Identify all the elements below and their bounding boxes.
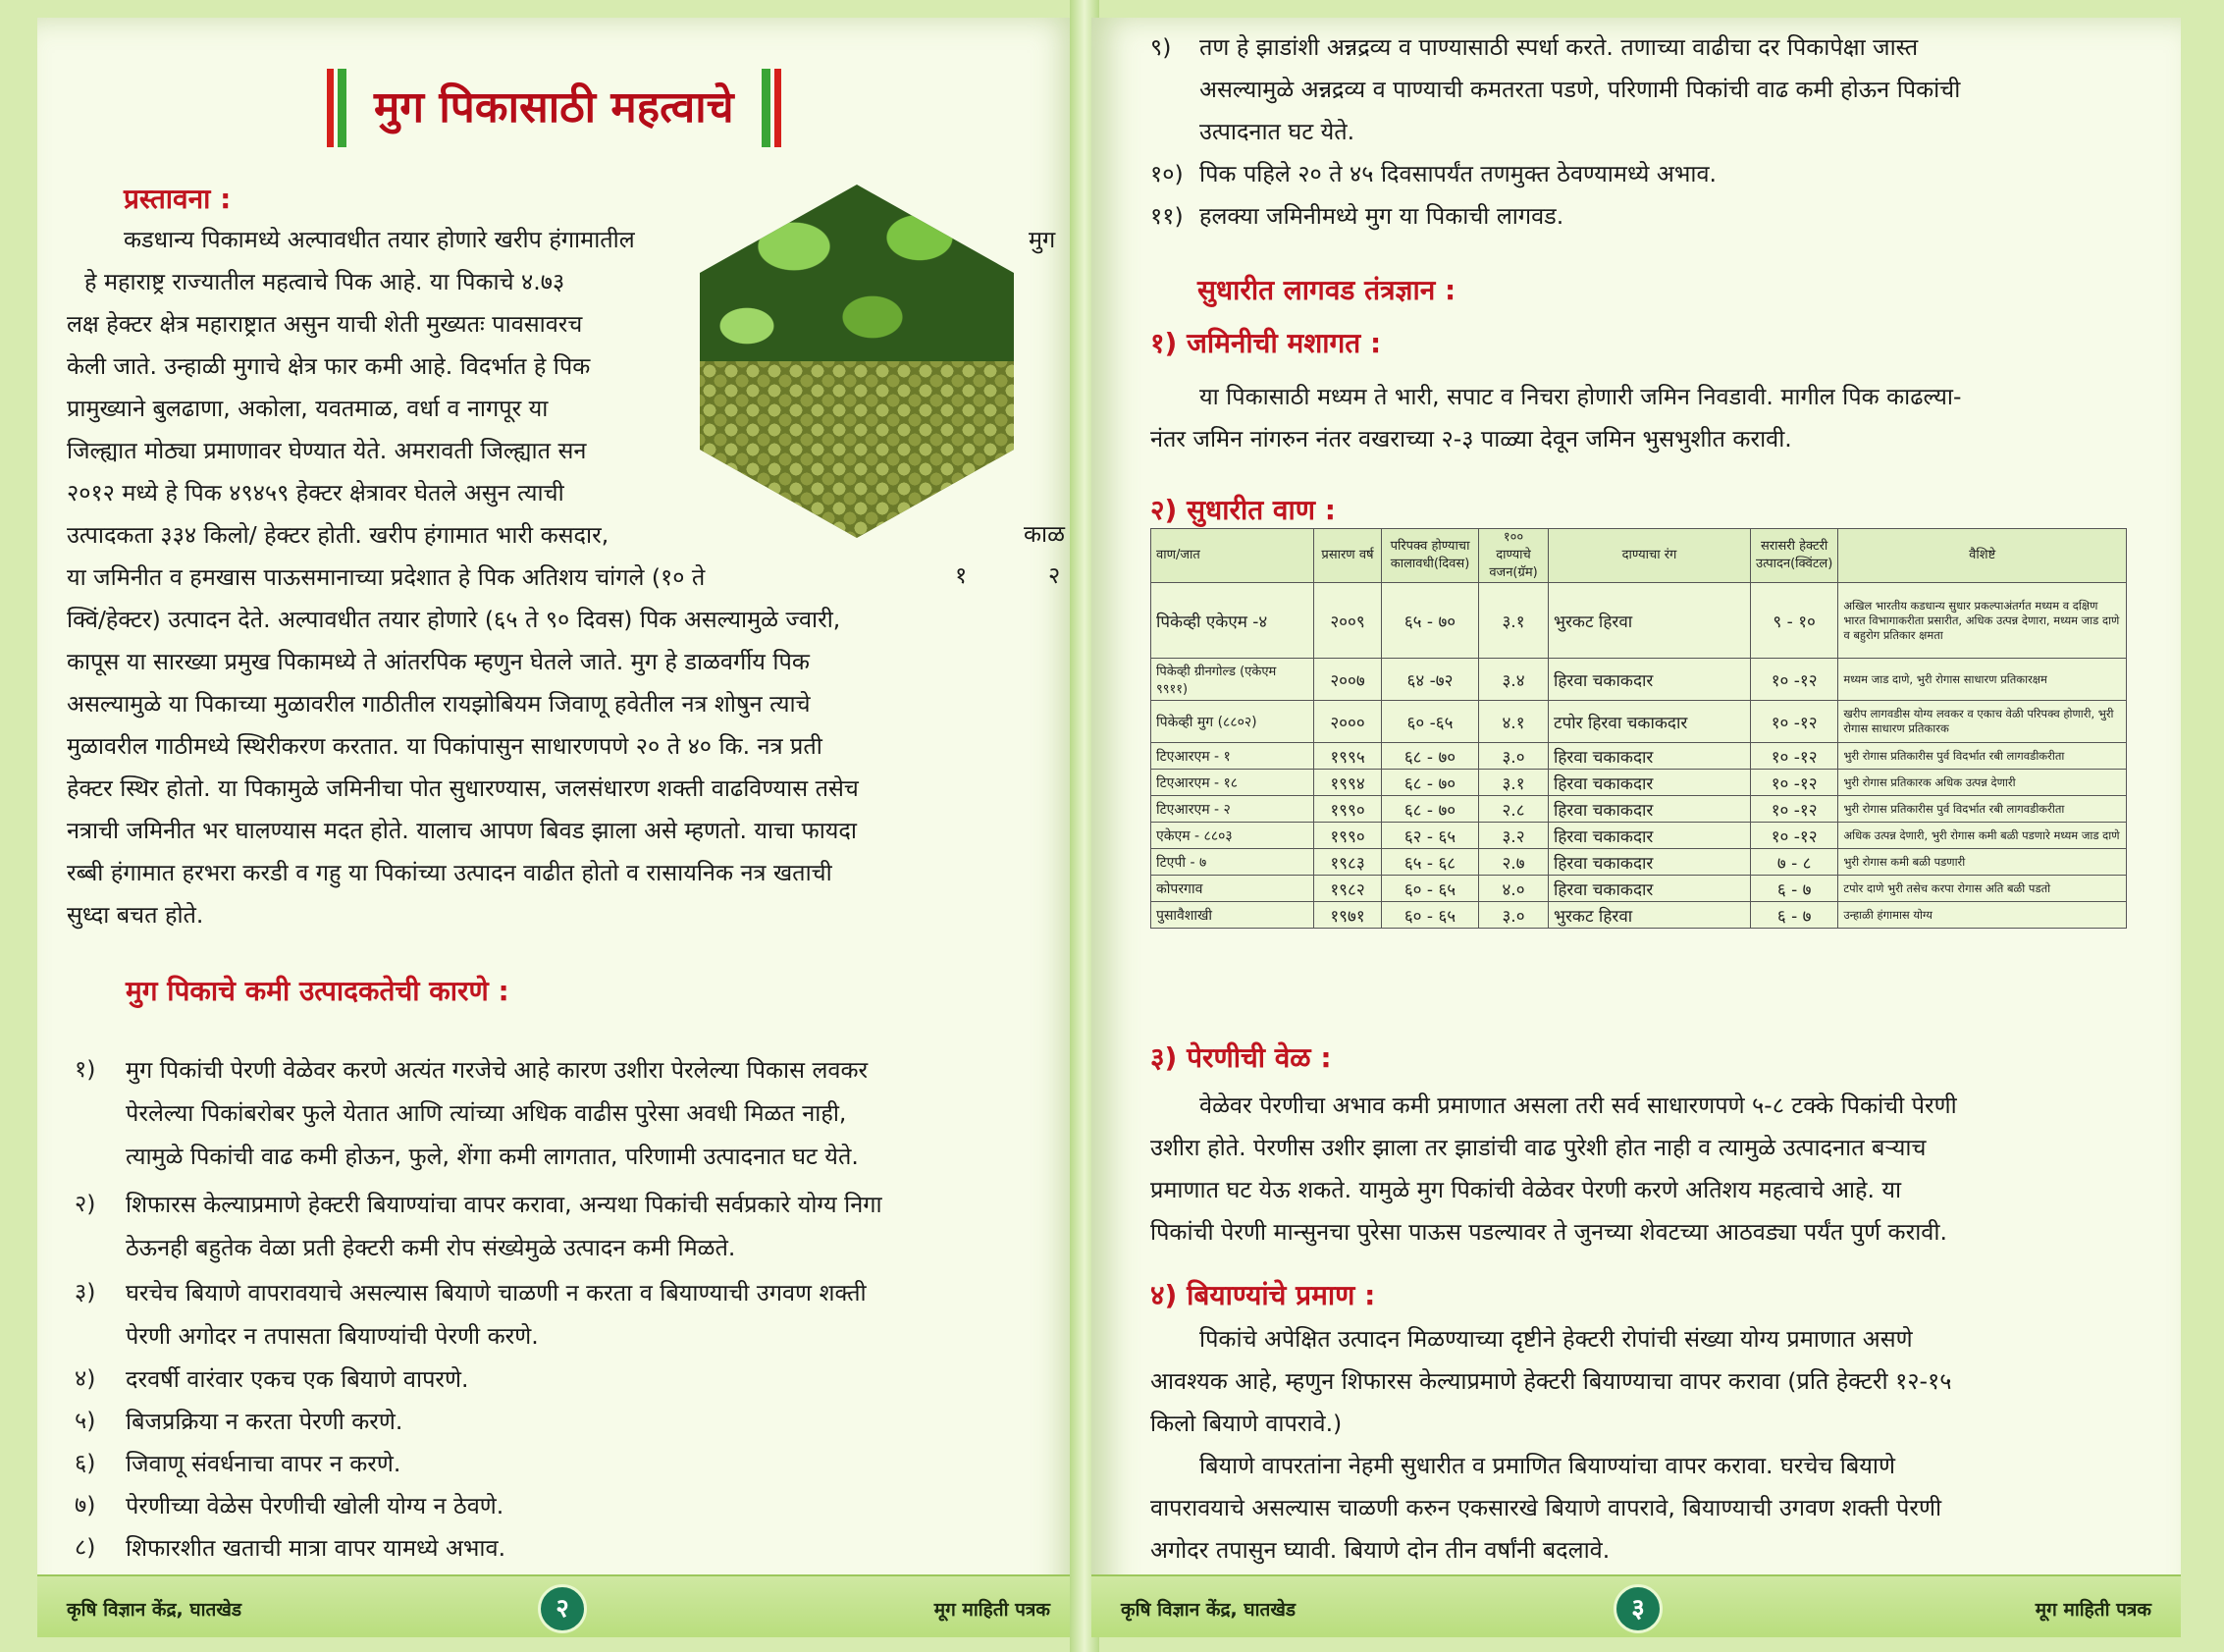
mung-seeds-image (700, 361, 1014, 538)
left-page (37, 18, 1080, 1637)
intro-line: हेक्टर स्थिर होतो. या पिकामुळे जमिनीचा पोत सुधारण्यास, जलसंधारण शक्ती वाढविण्यास तसेच (67, 774, 859, 802)
release-year: १९९५ (1314, 743, 1382, 770)
cause-number: ५) (75, 1407, 96, 1434)
section4-line: वापरावयाचे असल्यास चाळणी करुन एकसारखे बियाणे वापरावे, बियाण्याची उगवण शक्ती पेरणी (1150, 1494, 1942, 1521)
item-line: उत्पादनात घट येते. (1199, 118, 1355, 145)
image-caption-n2: २ (1048, 561, 1061, 589)
table-header-row (1151, 529, 2127, 583)
variety-name: पिकेव्ही ग्रीनगोल्ड (एकेएम ९९११) (1151, 659, 1314, 701)
maturity-days: ६४ -७२ (1382, 659, 1479, 701)
seed-weight: ३.० (1479, 902, 1549, 929)
cause-number: ८) (75, 1533, 96, 1561)
causes-heading: मुग पिकाचे कमी उत्पादकतेची कारणे : (126, 975, 509, 1007)
maturity-days: ६० - ६५ (1382, 876, 1479, 902)
table-row (1151, 770, 2127, 796)
intro-line: नत्राची जमिनीत भर घालण्यास मदत होते. यालाच आपण बिवड झाला असे म्हणतो. याचा फायदा (67, 817, 857, 844)
variety-name: टिएआरएम - १८ (1151, 770, 1314, 796)
variety-name: टिएआरएम - १ (1151, 743, 1314, 770)
grain-color: भुरकट हिरवा (1549, 902, 1751, 929)
section3-line: उशीरा होते. पेरणीस उशीर झाला तर झाडांची वाढ पुरेशी होत नाही व त्यामुळे उत्पादनात बऱ्याच (1150, 1134, 1927, 1161)
footer-org: कृषि विज्ञान केंद्र, घातखेड (67, 1599, 242, 1621)
grain-color: टपोर हिरवा चकाकदार (1549, 701, 1751, 743)
section4-line: पिकांचे अपेक्षित उत्पादन मिळण्याच्या दृष्टीने हेक्टरी रोपांची संख्या योग्य प्रमाणात असणे (1199, 1325, 1913, 1353)
section3-line: पिकांची पेरणी मान्सुनचा पुरेसा पाऊस पडल्यावर ते जुनच्या शेवटच्या आठवड्या पर्यंत पुर्ण करावी. (1150, 1218, 1947, 1246)
variety-features: खरीप लागवडीस योग्य लवकर व एकाच वेळी परिपक्व होणारी, भुरी रोगास साधारण प्रतिकारक (1838, 701, 2127, 743)
column-header: १०० दाण्याचे वजन(ग्रॅम) (1479, 529, 1549, 583)
variety-features: अधिक उत्पन्न देणारी, भुरी रोगास कमी बळी पडणारे मध्यम जाड दाणे (1838, 823, 2127, 849)
variety-features: भुरी रोगास प्रतिकारक अधिक उत्पन्न देणारी (1838, 770, 2127, 796)
intro-line: सुध्दा बचत होते. (67, 901, 204, 929)
intro-line: उत्पादकता ३३४ किलो/ हेक्टर होती. खरीप हंगामात भारी कसदार, (67, 521, 609, 549)
intro-line: केली जाते. उन्हाळी मुगाचे क्षेत्र फार कमी आहे. विदर्भात हे पिक (67, 352, 591, 380)
table-row (1151, 743, 2127, 770)
seed-weight: ४.१ (1479, 701, 1549, 743)
varieties-table (1150, 528, 2127, 929)
table-row (1151, 902, 2127, 929)
variety-name: पिकेव्ही एकेएम -४ (1151, 583, 1314, 659)
variety-features: अखिल भारतीय कडधान्य सुधार प्रकल्पाअंतर्गत मध्यम व दक्षिण भारत विभागाकरीता प्रसारीत, अधिक उत्पन्न देणारा, मध्यम जाड दाणे व बहुरोग प्रतिकार क्षमता (1838, 583, 2127, 659)
grain-color: हिरवा चकाकदार (1549, 659, 1751, 701)
release-year: १९९० (1314, 823, 1382, 849)
variety-name: पुसावैशाखी (1151, 902, 1314, 929)
grain-color: हिरवा चकाकदार (1549, 770, 1751, 796)
column-header: वैशिष्टे (1838, 529, 2127, 583)
grain-color: हिरवा चकाकदार (1549, 876, 1751, 902)
variety-features: उन्हाळी हंगामास योग्य (1838, 902, 2127, 929)
cause-number: ६) (75, 1449, 96, 1476)
section4-line: बियाणे वापरतांना नेहमी सुधारीत व प्रमाणित बियाण्यांचा वापर करावा. घरचेच बियाणे (1199, 1452, 1896, 1479)
grain-color: हिरवा चकाकदार (1549, 796, 1751, 823)
grain-color: भुरकट हिरवा (1549, 583, 1751, 659)
right-footer (1091, 1574, 2181, 1637)
item-line: पिक पहिले २० ते ४५ दिवसापर्यंत तणमुक्त ठेवण्यामध्ये अभाव. (1199, 160, 1717, 187)
cause-line: त्यामुळे पिकांची वाढ कमी होऊन, फुले, शेंगा कमी लागतात, परिणामी उत्पादनात घट येते. (126, 1143, 859, 1170)
footer-org: कृषि विज्ञान केंद्र, घातखेड (1121, 1599, 1297, 1621)
cause-line: ठेऊनही बहुतेक वेळा प्रती हेक्टरी कमी रोप संख्येमुळे उत्पादन कमी मिळते. (126, 1234, 736, 1261)
cause-line: बिजप्रक्रिया न करता पेरणी करणे. (126, 1408, 403, 1435)
intro-line: कापूस या सारख्या प्रमुख पिकामध्ये ते आंतरपिक म्हणुन घेतले जाते. मुग हे डाळवर्गीय पिक (67, 648, 810, 675)
item-line: हलक्या जमिनीमध्ये मुग या पिकाची लागवड. (1199, 202, 1564, 230)
cause-number: ७) (75, 1491, 96, 1519)
section1-heading: १) जमिनीची मशागत : (1150, 327, 1382, 359)
average-yield: १० -१२ (1751, 796, 1838, 823)
section2-heading: २) सुधारीत वाण : (1150, 494, 1336, 526)
column-header: प्रसारण वर्ष (1314, 529, 1382, 583)
cause-number: १) (75, 1055, 96, 1083)
seed-weight: ३.४ (1479, 659, 1549, 701)
average-yield: १० -१२ (1751, 823, 1838, 849)
column-header: दाण्याचा रंग (1549, 529, 1751, 583)
intro-line: लक्ष हेक्टर क्षेत्र महाराष्ट्रात असुन याची शेती मुख्यतः पावसावरच (67, 310, 583, 338)
variety-name: पिकेव्ही मुग (८८०२) (1151, 701, 1314, 743)
variety-name: एकेएम - ८८०३ (1151, 823, 1314, 849)
cause-number: ४) (75, 1364, 96, 1392)
tech-heading: सुधारीत लागवड तंत्रज्ञान : (1197, 274, 1456, 306)
mung-leaves-image (700, 185, 1014, 361)
section4-line: अगोदर तपासुन घ्यावी. बियाणे दोन तीन वर्षांनी बदलावे. (1150, 1536, 1611, 1564)
average-yield: ६ - ७ (1751, 876, 1838, 902)
section1-line: नंतर जमिन नांगरुन नंतर वखराच्या २-३ पाळ्या देवून जमिन भुसभुशीत करावी. (1150, 425, 1792, 453)
cause-line: पेरलेल्या पिकांबरोबर फुले येतात आणि त्यांच्या अधिक वाढीस पुरेसा अवधी मिळत नाही, (126, 1099, 847, 1127)
cause-line: जिवाणू संवर्धनाचा वापर न करणे. (126, 1450, 401, 1477)
item-number: १०) (1150, 160, 1184, 187)
table-row (1151, 823, 2127, 849)
intro-heading: प्रस्तावना : (124, 183, 232, 215)
grain-color: हिरवा चकाकदार (1549, 743, 1751, 770)
image-caption-n1: १ (955, 561, 968, 589)
column-header: वाण/जात (1151, 529, 1314, 583)
page-number: २ (538, 1584, 587, 1633)
image-caption-top: मुग (1029, 226, 1056, 253)
table-row (1151, 849, 2127, 876)
left-footer (37, 1574, 1080, 1637)
intro-line: प्रामुख्याने बुलढाणा, अकोला, यवतमाळ, वर्धा व नागपूर या (67, 395, 549, 422)
intro-line: कडधान्य पिकामध्ये अल्पावधीत तयार होणारे खरीप हंगामातील (124, 226, 635, 253)
average-yield: १० -१२ (1751, 743, 1838, 770)
release-year: २००९ (1314, 583, 1382, 659)
cause-line: पेरणीच्या वेळेस पेरणीची खोली योग्य न ठेवणे. (126, 1492, 504, 1519)
section3-line: प्रमाणात घट येऊ शकते. यामुळे मुग पिकांची वेळेवर पेरणी करणे अतिशय महत्वाचे आहे. या (1150, 1176, 1902, 1203)
item-number: ९) (1150, 33, 1172, 61)
item-number: ११) (1150, 202, 1184, 230)
seed-weight: ३.१ (1479, 583, 1549, 659)
maturity-days: ६० - ६५ (1382, 902, 1479, 929)
maturity-days: ६५ - ७० (1382, 583, 1479, 659)
grain-color: हिरवा चकाकदार (1549, 849, 1751, 876)
grain-color: हिरवा चकाकदार (1549, 823, 1751, 849)
intro-line: असल्यामुळे या पिकाच्या मुळावरील गाठीतील रायझोबियम जिवाणू हवेतील नत्र शोषुन त्याचे (67, 690, 811, 718)
cause-line: दरवर्षी वारंवार एकच एक बियाणे वापरणे. (126, 1365, 469, 1393)
column-header: परिपक्व होण्याचा कालावधी(दिवस) (1382, 529, 1479, 583)
maturity-days: ६२ - ६५ (1382, 823, 1479, 849)
cause-number: ३) (75, 1278, 96, 1306)
release-year: १९७१ (1314, 902, 1382, 929)
intro-line: मुळावरील गाठीमध्ये स्थिरीकरण करतात. या पिकांपासुन साधारणपणे २० ते ४० कि. नत्र प्रती (67, 732, 822, 760)
intro-line: जिल्ह्यात मोठ्या प्रमाणावर घेण्यात येते. अमरावती जिल्ह्यात सन (67, 437, 587, 464)
intro-line: या जमिनीत व हमखास पाऊसमानाच्या प्रदेशात हे पिक अतिशय चांगले (१० ते (67, 563, 706, 591)
page-number: ३ (1614, 1584, 1663, 1633)
table-row (1151, 583, 2127, 659)
average-yield: १० -१२ (1751, 659, 1838, 701)
cause-line: शिफारशीत खताची मात्रा वापर यामध्ये अभाव. (126, 1534, 506, 1562)
section3-heading: ३) पेरणीची वेळ : (1150, 1041, 1332, 1074)
variety-name: कोपरगाव (1151, 876, 1314, 902)
seed-weight: ३.१ (1479, 770, 1549, 796)
release-year: १९९४ (1314, 770, 1382, 796)
section3-line: वेळेवर पेरणीचा अभाव कमी प्रमाणात असला तरी सर्व साधारणपणे ५-८ टक्के पिकांची पेरणी (1199, 1092, 1957, 1119)
table-row (1151, 701, 2127, 743)
maturity-days: ६८ - ७० (1382, 770, 1479, 796)
average-yield: ७ - ८ (1751, 849, 1838, 876)
intro-line: हे महाराष्ट्र राज्यातील महत्वाचे पिक आहे. या पिकाचे ४.७३ (84, 268, 565, 295)
variety-features: मध्यम जाड दाणे, भुरी रोगास साधारण प्रतिकारक्षम (1838, 659, 2127, 701)
average-yield: ६ - ७ (1751, 902, 1838, 929)
page-title: मुग पिकासाठी महत्वाचे (338, 69, 770, 147)
release-year: १९८३ (1314, 849, 1382, 876)
seed-weight: ३.० (1479, 743, 1549, 770)
maturity-days: ६५ - ६८ (1382, 849, 1479, 876)
footer-title: मूग माहिती पत्रक (933, 1599, 1050, 1621)
item-line: तण हे झाडांशी अन्नद्रव्य व पाण्यासाठी स्पर्धा करते. तणाच्या वाढीचा दर पिकापेक्षा जास्त (1199, 33, 1919, 61)
variety-features: भुरी रोगास प्रतिकारीस पुर्व विदर्भात रबी लागवडीकरीता (1838, 743, 2127, 770)
variety-features: भुरी रोगास कमी बळी पडणारी (1838, 849, 2127, 876)
release-year: १९८२ (1314, 876, 1382, 902)
section4-line: आवश्यक आहे, म्हणुन शिफारस केल्याप्रमाणे हेक्टरी बियाण्याचा वापर करावा (प्रति हेक्टरी १२-१५ (1150, 1367, 1952, 1395)
average-yield: ९ - १० (1751, 583, 1838, 659)
variety-features: टपोर दाणे भुरी तसेच करपा रोगास अति बळी पडतो (1838, 876, 2127, 902)
maturity-days: ६८ - ७० (1382, 743, 1479, 770)
cause-line: घरचेच बियाणे वापरावयाचे असल्यास बियाणे चाळणी न करता व बियाण्याची उगवण शक्ती (126, 1279, 867, 1306)
intro-line: रब्बी हंगामात हरभरा करडी व गहु या पिकांच्या उत्पादन वाढीत होतो व रासायनिक नत्र खताची (67, 859, 832, 886)
right-page (1091, 18, 2181, 1637)
variety-name: टिएपी - ७ (1151, 849, 1314, 876)
footer-title: मूग माहिती पत्रक (2035, 1599, 2151, 1621)
cause-number: २) (75, 1190, 96, 1217)
cause-line: शिफारस केल्याप्रमाणे हेक्टरी बियाण्यांचा वापर करावा, अन्यथा पिकांची सर्वप्रकारे योग्य निगा (126, 1191, 882, 1218)
maturity-days: ६० -६५ (1382, 701, 1479, 743)
release-year: २००७ (1314, 659, 1382, 701)
release-year: २००० (1314, 701, 1382, 743)
section1-line: या पिकासाठी मध्यम ते भारी, सपाट व निचरा होणारी जमिन निवडावी. मागील पिक काढल्या- (1199, 383, 1962, 410)
seed-weight: ४.० (1479, 876, 1549, 902)
release-year: १९९० (1314, 796, 1382, 823)
average-yield: १० -१२ (1751, 701, 1838, 743)
table-row (1151, 796, 2127, 823)
section4-line: किलो बियाणे वापरावे.) (1150, 1410, 1343, 1437)
average-yield: १० -१२ (1751, 770, 1838, 796)
section4-heading: ४) बियाण्यांचे प्रमाण : (1150, 1279, 1376, 1311)
seed-weight: २.८ (1479, 796, 1549, 823)
intro-line: क्विं/हेक्टर) उत्पादन देते. अल्पावधीत तयार होणारे (६५ ते ९० दिवस) पिक असल्यामुळे ज्वारी, (67, 606, 841, 633)
table-row (1151, 876, 2127, 902)
item-line: असल्यामुळे अन्नद्रव्य व पाण्याची कमतरता पडणे, परिणामी पिकांची वाढ कमी होऊन पिकांची (1199, 76, 1961, 103)
table-row (1151, 659, 2127, 701)
seed-weight: ३.२ (1479, 823, 1549, 849)
cause-line: मुग पिकांची पेरणी वेळेवर करणे अत्यंत गरजेचे आहे कारण उशीरा पेरलेल्या पिकास लवकर (126, 1056, 869, 1084)
variety-name: टिएआरएम - २ (1151, 796, 1314, 823)
column-header: सरासरी हेक्टरी उत्पादन(क्विंटल) (1751, 529, 1838, 583)
maturity-days: ६८ - ७० (1382, 796, 1479, 823)
image-caption-mid: काळ (1024, 520, 1065, 548)
seed-weight: २.७ (1479, 849, 1549, 876)
cause-line: पेरणी अगोदर न तपासता बियाण्यांची पेरणी करणे. (126, 1322, 539, 1350)
intro-line: २०१२ मध्ये हे पिक ४९४५९ हेक्टर क्षेत्रावर घेतले असुन त्याची (67, 479, 564, 506)
variety-features: भुरी रोगास प्रतिकारीस पुर्व विदर्भात रबी लागवडीकरीता (1838, 796, 2127, 823)
mung-crop-image (700, 185, 1014, 538)
